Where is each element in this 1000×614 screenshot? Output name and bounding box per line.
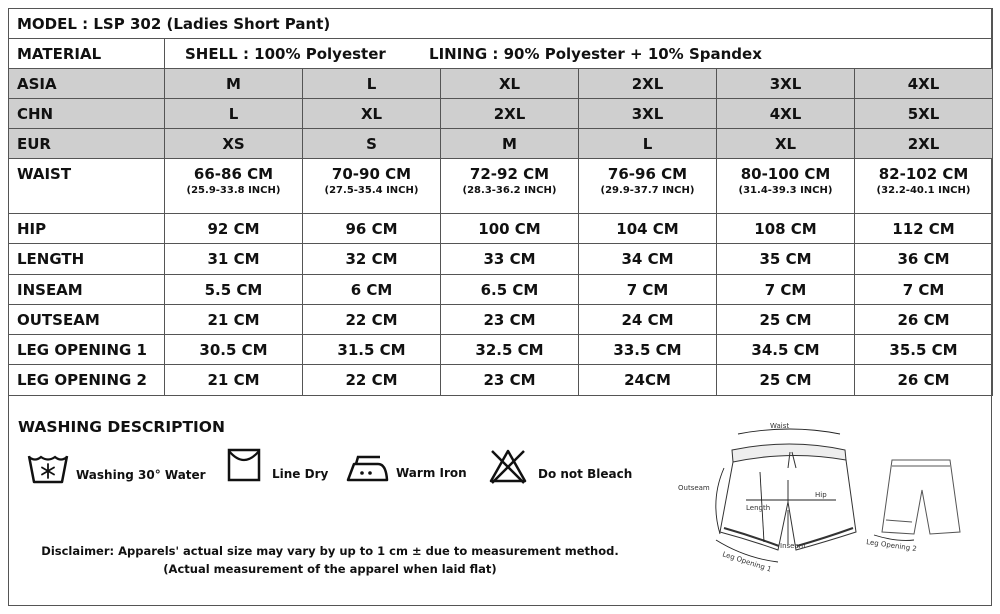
material-row [9, 39, 993, 69]
diagram-label-hip: Hip [815, 491, 827, 499]
measure-cell: 25 CM [717, 365, 855, 396]
measure-cell: 26 CM [855, 305, 993, 335]
measure-cell: 24CM [579, 365, 717, 396]
shell-text: SHELL : 100% Polyester [185, 44, 386, 63]
measure-cell: 35 CM [717, 244, 855, 275]
measure-cell: 31 CM [165, 244, 303, 275]
measure-cell: 112 CM [855, 214, 993, 244]
washing-title: WASHING DESCRIPTION [18, 418, 225, 436]
waist-cm: 66-86 CM [193, 165, 274, 183]
measure-cell: 22 CM [303, 365, 441, 396]
diagram-label-length: Length [746, 504, 771, 512]
size-cell: XL [303, 99, 441, 129]
warm-iron-icon [344, 452, 390, 484]
size-row-eur [9, 129, 993, 159]
measure-cell: 34 CM [579, 244, 717, 275]
measure-cell: 22 CM [303, 305, 441, 335]
waist-inch: (29.9-37.7 INCH) [600, 185, 695, 196]
shorts-measurement-diagram [660, 410, 980, 585]
waist-inch: (28.3-36.2 INCH) [462, 185, 557, 196]
size-chart-table [8, 8, 993, 396]
size-cell: 2XL [855, 129, 993, 159]
measure-cell: 92 CM [165, 214, 303, 244]
diagram-label-leg-opening-2: Leg Opening 2 [865, 538, 918, 554]
model-title: MODEL : LSP 302 (Ladies Short Pant) [9, 9, 993, 39]
size-cell: 3XL [717, 69, 855, 99]
measure-cell: 26 CM [855, 365, 993, 396]
size-cell: 5XL [855, 99, 993, 129]
row-label: LEG OPENING 2 [9, 365, 165, 396]
disclaimer-line-1: Disclaimer: Apparels' actual size may vary by up to 1 cm ± due to measurement method. [41, 544, 619, 558]
measure-cell: 100 CM [441, 214, 579, 244]
measure-cell: 21 CM [165, 305, 303, 335]
no-bleach-label: Do not Bleach [538, 467, 633, 481]
size-cell: 4XL [855, 69, 993, 99]
measure-row-length [9, 244, 993, 275]
row-label: OUTSEAM [9, 305, 165, 335]
waist-inch: (32.2-40.1 INCH) [876, 185, 971, 196]
size-cell: M [165, 69, 303, 99]
warm-iron-label: Warm Iron [396, 466, 467, 480]
measure-cell: 7 CM [579, 275, 717, 305]
waist-cell [717, 159, 855, 214]
row-label: INSEAM [9, 275, 165, 305]
waist-cm: 70-90 CM [331, 165, 412, 183]
measure-cell: 24 CM [579, 305, 717, 335]
row-label: LEG OPENING 1 [9, 335, 165, 365]
row-label: HIP [9, 214, 165, 244]
row-label: CHN [9, 99, 165, 129]
waist-cm: 72-92 CM [469, 165, 550, 183]
row-label: WAIST [9, 159, 165, 214]
measure-cell: 31.5 CM [303, 335, 441, 365]
waist-cell [441, 159, 579, 214]
size-cell: 3XL [579, 99, 717, 129]
size-cell: 2XL [579, 69, 717, 99]
measure-cell: 30.5 CM [165, 335, 303, 365]
waist-cm: 82-102 CM [878, 165, 969, 183]
material-label: MATERIAL [9, 39, 165, 69]
waist-cm: 80-100 CM [740, 165, 831, 183]
no-bleach-icon [488, 447, 528, 485]
measure-cell: 7 CM [855, 275, 993, 305]
size-row-chn [9, 99, 993, 129]
size-row-asia [9, 69, 993, 99]
measure-row-leg-opening-2 [9, 365, 993, 396]
size-cell: L [579, 129, 717, 159]
size-cell: 2XL [441, 99, 579, 129]
line-dry-label: Line Dry [272, 467, 329, 481]
measure-cell: 6 CM [303, 275, 441, 305]
shorts-back-drawing [882, 460, 960, 534]
size-cell: XL [717, 129, 855, 159]
diagram-label-outseam: Outseam [678, 484, 710, 492]
size-cell: L [165, 99, 303, 129]
measure-cell: 108 CM [717, 214, 855, 244]
measure-cell: 33 CM [441, 244, 579, 275]
material-value [165, 39, 993, 69]
waist-row [9, 159, 993, 214]
measure-cell: 32.5 CM [441, 335, 579, 365]
measure-cell: 35.5 CM [855, 335, 993, 365]
diagram-label-waist: Waist [770, 422, 790, 430]
measure-cell: 25 CM [717, 305, 855, 335]
line-dry-icon [226, 447, 262, 483]
wash-30-label: Washing 30° Water [76, 468, 206, 482]
waist-cell [579, 159, 717, 214]
row-label: ASIA [9, 69, 165, 99]
waist-cell [855, 159, 993, 214]
diagram-label-inseam: Inseam [780, 542, 806, 550]
measure-cell: 21 CM [165, 365, 303, 396]
measure-cell: 34.5 CM [717, 335, 855, 365]
waist-inch: (27.5-35.4 INCH) [324, 185, 419, 196]
disclaimer-line-2: (Actual measurement of the apparel when laid flat) [163, 562, 497, 576]
waist-inch: (31.4-39.3 INCH) [738, 185, 833, 196]
measure-cell: 36 CM [855, 244, 993, 275]
measure-cell: 6.5 CM [441, 275, 579, 305]
size-cell: 4XL [717, 99, 855, 129]
measure-cell: 96 CM [303, 214, 441, 244]
measure-cell: 32 CM [303, 244, 441, 275]
model-row [9, 9, 993, 39]
size-cell: M [441, 129, 579, 159]
measure-row-leg-opening-1 [9, 335, 993, 365]
waist-cell [165, 159, 303, 214]
row-label: EUR [9, 129, 165, 159]
lining-text: LINING : 90% Polyester + 10% Spandex [429, 44, 762, 63]
measure-row-inseam [9, 275, 993, 305]
measure-row-outseam [9, 305, 993, 335]
measure-cell: 5.5 CM [165, 275, 303, 305]
row-label: LENGTH [9, 244, 165, 275]
measure-row-hip [9, 214, 993, 244]
size-cell: S [303, 129, 441, 159]
waist-cm: 76-96 CM [607, 165, 688, 183]
measure-cell: 23 CM [441, 365, 579, 396]
measure-cell: 7 CM [717, 275, 855, 305]
measure-cell: 104 CM [579, 214, 717, 244]
measure-cell: 33.5 CM [579, 335, 717, 365]
diagram-label-leg-opening-1: Leg Opening 1 [721, 550, 773, 574]
disclaimer [30, 542, 630, 578]
waist-cell [303, 159, 441, 214]
size-cell: XS [165, 129, 303, 159]
wash-30-icon [26, 450, 70, 486]
size-cell: XL [441, 69, 579, 99]
waist-inch: (25.9-33.8 INCH) [186, 185, 281, 196]
size-cell: L [303, 69, 441, 99]
measure-cell: 23 CM [441, 305, 579, 335]
